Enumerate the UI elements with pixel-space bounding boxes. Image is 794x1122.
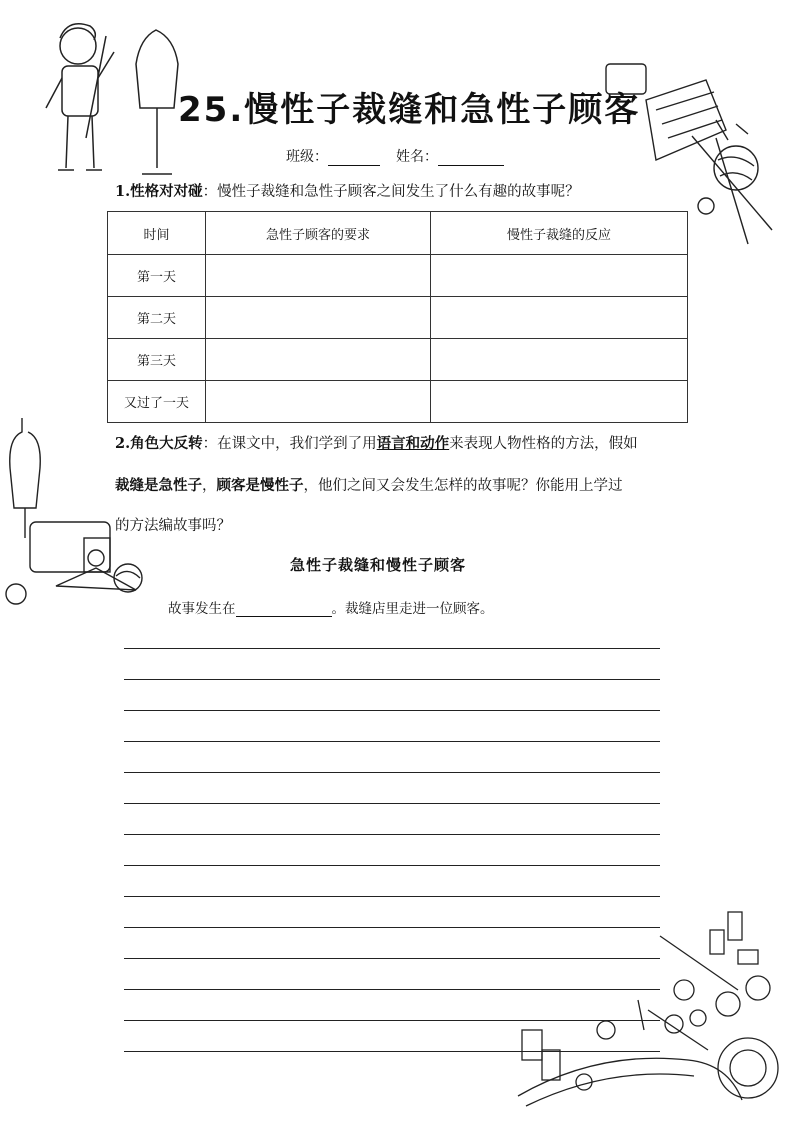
writing-line[interactable] [124, 741, 660, 742]
writing-line[interactable] [124, 834, 660, 835]
question-1 [115, 184, 580, 200]
q1-number: 1. [115, 183, 131, 200]
table-cell[interactable] [206, 381, 431, 423]
writing-line[interactable] [124, 896, 660, 897]
q2-comma: ， [202, 478, 217, 494]
question-2-line-2 [115, 478, 623, 494]
story-title: 急性子裁缝和慢性子顾客 [290, 556, 467, 574]
q2-text-3: ，他们之间又会发生怎样的故事呢？你能用上学过 [303, 478, 623, 494]
sewing-tools-illustration [498, 900, 788, 1115]
class-field [286, 146, 380, 166]
table-cell[interactable] [431, 381, 688, 423]
table-row-label: 第三天 [108, 339, 206, 381]
table-header-customer: 急性子顾客的要求 [206, 212, 431, 255]
q2-heading: 角色大反转 [130, 435, 203, 452]
writing-line[interactable] [124, 648, 660, 649]
q2-number: 2. [115, 435, 131, 452]
writing-line[interactable] [124, 958, 660, 959]
class-label: 班级： [286, 149, 328, 165]
writing-line[interactable] [124, 803, 660, 804]
table-header-tailor: 慢性子裁缝的反应 [431, 212, 688, 255]
table-row-label: 第二天 [108, 297, 206, 339]
table-cell[interactable] [431, 297, 688, 339]
table-cell[interactable] [206, 255, 431, 297]
q1-heading: 性格对对碰 [130, 183, 203, 200]
character-table [107, 211, 688, 423]
tailor-illustration [28, 8, 188, 180]
q1-text: ：慢性子裁缝和急性子顾客之间发生了什么有趣的故事呢？ [202, 184, 580, 200]
q2-emphasis: 语言和动作 [376, 435, 450, 452]
writing-line[interactable] [124, 1051, 660, 1052]
table-header-time: 时间 [108, 212, 206, 255]
writing-line[interactable] [124, 679, 660, 680]
question-2-line-1 [115, 436, 638, 452]
writing-line[interactable] [124, 865, 660, 866]
page-title: 25.慢性子裁缝和急性子顾客 [178, 90, 641, 130]
table-cell[interactable] [431, 255, 688, 297]
writing-line[interactable] [124, 1020, 660, 1021]
table-row-label: 第一天 [108, 255, 206, 297]
table-cell[interactable] [206, 297, 431, 339]
q2-text-2: 来表现人物性格的方法，假如 [449, 436, 638, 452]
writing-line[interactable] [124, 772, 660, 773]
writing-line[interactable] [124, 989, 660, 990]
story-place-blank[interactable] [236, 602, 332, 617]
name-label: 姓名： [396, 149, 438, 165]
table-cell[interactable] [206, 339, 431, 381]
q2-role-customer: 顾客是慢性子 [216, 477, 304, 494]
writing-line[interactable] [124, 710, 660, 711]
story-opening-b: 。裁缝店里走进一位顾客。 [331, 601, 494, 617]
table-row-label: 又过了一天 [108, 381, 206, 423]
name-blank[interactable] [438, 151, 504, 166]
class-blank[interactable] [328, 151, 380, 166]
q2-text-1: ：在课文中，我们学到了用 [202, 436, 377, 452]
writing-line[interactable] [124, 927, 660, 928]
story-opening-a: 故事发生在 [168, 601, 236, 617]
name-field [396, 146, 504, 166]
q2-role-tailor: 裁缝是急性子 [115, 477, 202, 494]
question-2-line-3: 的方法编故事吗？ [115, 518, 231, 534]
table-cell[interactable] [431, 339, 688, 381]
story-opening [168, 597, 494, 617]
